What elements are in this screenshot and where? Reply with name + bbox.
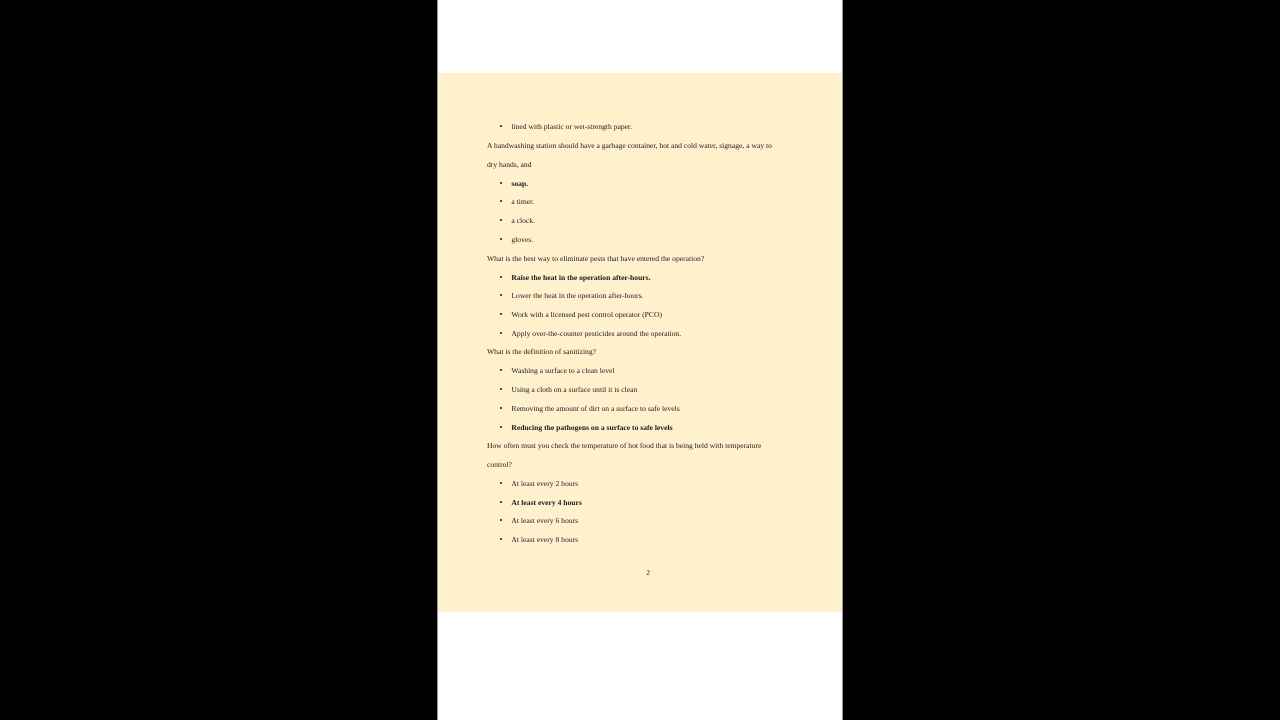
list-item [500, 385, 637, 395]
list-item-text: a clock. [511, 216, 536, 225]
list-item [500, 535, 578, 545]
list-item-text: Raise the heat in the operation after-hours. [511, 273, 651, 282]
bullet-icon [500, 519, 502, 521]
list-item-text: Using a cloth on a surface until it is clean [511, 385, 638, 394]
list-item-text: At least every 8 hours [511, 535, 579, 544]
question-text: What is the best way to eliminate pests that have entered the operation? [487, 254, 705, 263]
list-item-text: Reducing the pathogens on a surface to safe levels [511, 423, 673, 432]
list-item [500, 404, 680, 414]
bullet-icon [500, 426, 502, 428]
list-item [500, 366, 615, 376]
bullet-icon [500, 538, 502, 540]
list-item-text: At least every 4 hours [511, 498, 582, 507]
list-item [500, 122, 632, 132]
list-item [500, 216, 535, 226]
list-item [500, 310, 662, 320]
page-number: 2 [646, 568, 650, 577]
list-item-text: Removing the amount of dirt on a surface to safe levels [511, 404, 680, 413]
list-item-text: gloves. [511, 235, 534, 244]
list-item-text: lined with plastic or wet-strength paper. [511, 122, 633, 131]
question-text: How often must you check the temperature of hot food that is being held with temperature [487, 441, 762, 450]
bullet-icon [500, 388, 502, 390]
bullet-icon [500, 332, 502, 334]
list-item [500, 329, 681, 339]
paragraph-line: A handwashing station should have a garbage container, hot and cold water, signage, a way to [487, 141, 772, 150]
paragraph-line: dry hands, and [487, 160, 532, 169]
list-item-answer [500, 423, 673, 433]
list-item-text: Work with a licensed pest control operator (PCO) [511, 310, 662, 319]
list-item-text: Lower the heat in the operation after-hours. [511, 291, 644, 300]
bullet-icon [500, 238, 502, 240]
list-item-text: At least every 6 hours [511, 516, 579, 525]
bullet-icon [500, 313, 502, 315]
bullet-icon [500, 200, 502, 202]
list-item-text: At least every 2 hours [511, 479, 579, 488]
list-item-text: soap. [511, 179, 529, 188]
document-page[interactable] [437, 0, 843, 720]
bullet-icon [500, 294, 502, 296]
bullet-icon [500, 407, 502, 409]
bullet-icon [500, 501, 502, 503]
bullet-icon [500, 219, 502, 221]
highlight-band [438, 73, 842, 612]
list-item-text: Apply over-the-counter pesticides around the operation. [511, 329, 682, 338]
question-text: What is the definition of sanitizing? [487, 347, 597, 356]
bullet-icon [500, 369, 502, 371]
list-item [500, 197, 534, 207]
list-item [500, 291, 643, 301]
list-item-text: a timer. [511, 197, 535, 206]
list-item-answer [500, 273, 651, 283]
bullet-icon [500, 482, 502, 484]
list-item-text: Washing a surface to a clean level [511, 366, 615, 375]
bullet-icon [500, 182, 502, 184]
list-item [500, 235, 533, 245]
bullet-icon [500, 125, 502, 127]
list-item-answer [500, 498, 582, 508]
list-item [500, 516, 578, 526]
question-text: control? [487, 460, 512, 469]
bullet-icon [500, 276, 502, 278]
list-item [500, 479, 578, 489]
list-item-answer [500, 179, 528, 189]
